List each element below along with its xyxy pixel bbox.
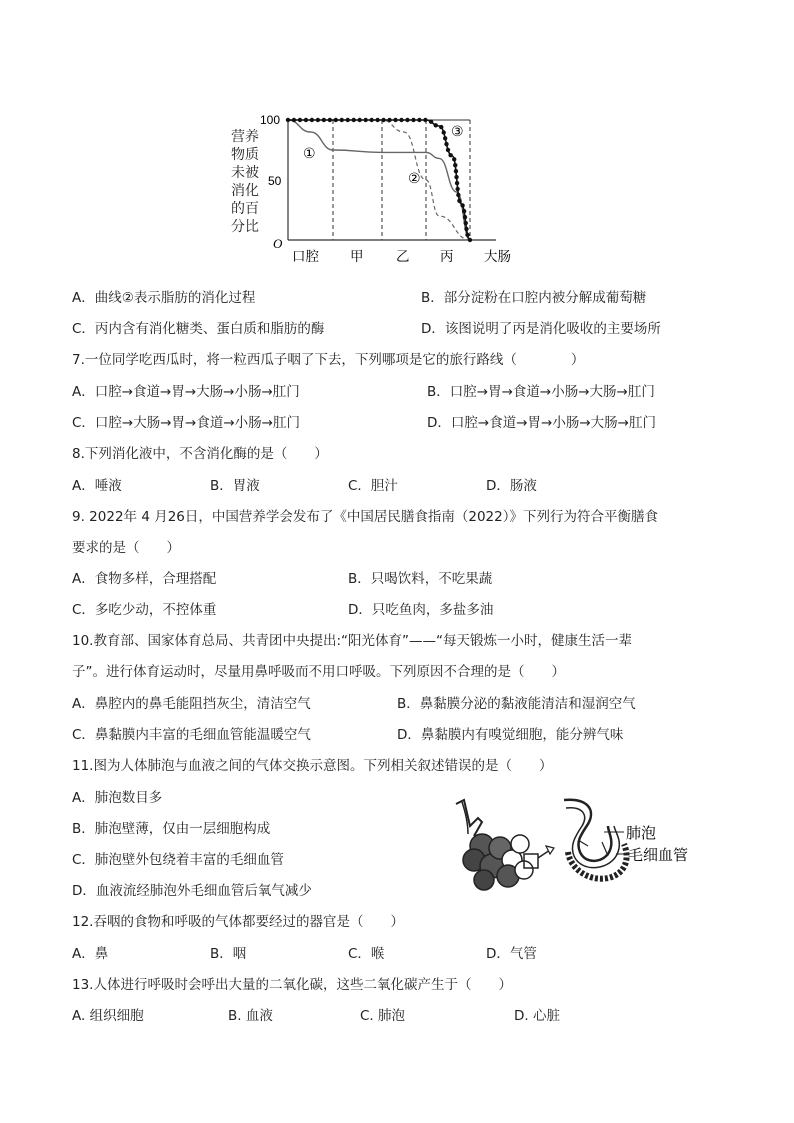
q7-option-c: C．口腔→大肠→胃→食道→小肠→肛门 bbox=[72, 415, 300, 431]
q9-stem-line1: 9. 2022年 4 月26日，中国营养学会发布了《中国居民膳食指南（2022）》下列行为符合平衡膳食 bbox=[72, 509, 658, 525]
q11-option-d: D．血液流经肺泡外毛细血管后氧气减少 bbox=[72, 883, 312, 899]
q10-option-c: C．鼻黏膜内丰富的毛细血管能温暖空气 bbox=[72, 727, 311, 743]
q8-option-d: D．肠液 bbox=[486, 478, 537, 494]
q12-option-c: C．喉 bbox=[348, 946, 385, 962]
curve-3-point bbox=[462, 209, 466, 213]
curve-3-point bbox=[375, 118, 379, 122]
alveolus-wall bbox=[564, 800, 611, 861]
curve-3-point bbox=[464, 227, 468, 231]
curve-3-point bbox=[454, 175, 458, 179]
q10-option-b: B．鼻黏膜分泌的黏液能清洁和湿润空气 bbox=[397, 696, 636, 712]
q7-option-a: A．口腔→食道→胃→大肠→小肠→肛门 bbox=[72, 384, 300, 400]
curve-3-point bbox=[434, 123, 438, 127]
q6-option-a: A．曲线②表示脂肪的消化过程 bbox=[72, 290, 256, 306]
curve-3-point bbox=[346, 118, 350, 122]
curve-3-point bbox=[442, 130, 446, 134]
curve-label-3: ③ bbox=[451, 124, 464, 140]
curve-3-point bbox=[465, 233, 469, 237]
curve-3-point bbox=[357, 118, 361, 122]
ylabel-line: 物质 bbox=[231, 147, 259, 163]
curves bbox=[286, 118, 472, 242]
curve-3-point bbox=[446, 148, 450, 152]
curve-3 bbox=[288, 120, 470, 240]
digestion-chart bbox=[226, 108, 526, 268]
curve-3-point bbox=[381, 118, 385, 122]
q12-option-d: D．气管 bbox=[486, 946, 537, 962]
origin-label: O bbox=[273, 236, 283, 251]
q11-option-a: A．肺泡数目多 bbox=[72, 790, 163, 806]
curve-3-point bbox=[417, 118, 421, 122]
alveoli-cluster bbox=[463, 834, 533, 890]
curve-3-point bbox=[310, 118, 314, 122]
q10-stem-line2: 子”。进行体育运动时，尽量用鼻呼吸而不用口呼吸。下列原因不合理的是（ ） bbox=[72, 664, 565, 680]
curve-3-point bbox=[399, 118, 403, 122]
curve-3-point bbox=[393, 118, 397, 122]
curve-3-point bbox=[439, 125, 443, 129]
curve-3-point bbox=[316, 118, 320, 122]
q7-option-d: D．口腔→食道→胃→小肠→大肠→肛门 bbox=[427, 415, 656, 431]
gas-arrow bbox=[602, 842, 608, 856]
q11-option-c: C．肺泡壁外包绕着丰富的毛细血管 bbox=[72, 852, 284, 868]
xtick-label: 大肠 bbox=[484, 249, 511, 265]
q7-stem: 7.一位同学吃西瓜时，将一粒西瓜子咽了下去，下列哪项是它的旅行路线（ ） bbox=[72, 352, 585, 368]
curve-3-point bbox=[443, 136, 447, 140]
curve-3-point bbox=[463, 215, 467, 219]
curve-3-point bbox=[411, 118, 415, 122]
curve-3-point bbox=[457, 199, 461, 203]
q10-stem-line1: 10.教育部、国家体育总局、共青团中央提出:“阳光体育”——“每天锻炼一小时，健康生活一辈 bbox=[72, 633, 632, 649]
curve-3-point bbox=[387, 118, 391, 122]
curve-3-point bbox=[455, 187, 459, 191]
curve-3-point bbox=[405, 118, 409, 122]
curve-3-point bbox=[456, 193, 460, 197]
curve-3-point bbox=[454, 169, 458, 173]
q11-option-b: B．肺泡壁薄，仅由一层细胞构成 bbox=[72, 821, 271, 837]
ytick-50: 50 bbox=[268, 174, 282, 188]
q9-stem-line2: 要求的是（ ） bbox=[72, 540, 180, 556]
q8-stem: 8.下列消化液中，不含消化酶的是（ ） bbox=[72, 446, 328, 462]
curve-3-point bbox=[429, 119, 433, 123]
fig-label-alveolus: 肺泡 bbox=[626, 824, 657, 842]
q13-option-c: C. 肺泡 bbox=[360, 1008, 406, 1024]
curve-3-point bbox=[464, 221, 468, 225]
curve-3-point bbox=[423, 118, 427, 122]
curve-3-point bbox=[363, 118, 367, 122]
q10-option-a: A．鼻腔内的鼻毛能阻挡灰尘，清洁空气 bbox=[72, 696, 311, 712]
q8-option-c: C．胆汁 bbox=[348, 478, 398, 494]
q12-option-a: A．鼻 bbox=[72, 946, 109, 962]
curve-3-point bbox=[328, 118, 332, 122]
q12-option-b: B．咽 bbox=[210, 946, 247, 962]
curve-3-point bbox=[369, 118, 373, 122]
alveolus-figure bbox=[438, 796, 708, 896]
curve-3-point bbox=[455, 181, 459, 185]
q8-option-a: A．唾液 bbox=[72, 478, 122, 494]
q13-stem: 13.人体进行呼吸时会呼出大量的二氧化碳，这些二氧化碳产生于（ ） bbox=[72, 977, 512, 993]
curve-3-point bbox=[448, 153, 452, 157]
q10-option-d: D．鼻黏膜内有嗅觉细胞，能分辨气味 bbox=[397, 727, 624, 743]
curve-3-point bbox=[452, 157, 456, 161]
q13-option-d: D. 心脏 bbox=[514, 1008, 560, 1024]
q9-option-c: C．多吃少动，不控体重 bbox=[72, 602, 217, 618]
curve-3-point bbox=[444, 142, 448, 146]
xtick-label: 口腔 bbox=[292, 249, 319, 265]
q9-option-d: D．只吃鱼肉，多盐多油 bbox=[348, 602, 494, 618]
ylabel-line: 营养 bbox=[231, 129, 259, 145]
xtick-label: 甲 bbox=[350, 249, 364, 265]
ylabel-line: 的百 bbox=[231, 201, 259, 217]
curve-3-point bbox=[352, 118, 356, 122]
curve-label-1: ① bbox=[303, 146, 316, 162]
curve-3-point bbox=[334, 118, 338, 122]
bronchiole bbox=[456, 800, 482, 836]
q11-stem: 11.图为人体肺泡与血液之间的气体交换示意图。下列相关叙述错误的是（ ） bbox=[72, 758, 553, 774]
ylabel-line: 未被 bbox=[231, 165, 259, 181]
fig-label-capillary: 毛细血管 bbox=[628, 846, 689, 864]
curve-3-point bbox=[322, 118, 326, 122]
q6-option-b: B．部分淀粉在口腔内被分解成葡萄糖 bbox=[421, 290, 647, 306]
ylabel-line: 消化 bbox=[231, 183, 259, 199]
curve-2 bbox=[288, 120, 470, 240]
curve-3-point bbox=[340, 118, 344, 122]
curve-3-point bbox=[286, 118, 290, 122]
curve-1 bbox=[288, 120, 470, 240]
curve-3-point bbox=[292, 118, 296, 122]
xtick-label: 丙 bbox=[440, 249, 454, 265]
q9-option-b: B．只喝饮料，不吃果蔬 bbox=[348, 571, 493, 587]
zoom-arrow-head bbox=[546, 846, 554, 854]
ylabel-line: 分比 bbox=[231, 219, 259, 235]
curve-label-2: ② bbox=[408, 171, 421, 187]
ytick-100: 100 bbox=[260, 113, 281, 127]
curve-3-point bbox=[298, 118, 302, 122]
curve-3-point bbox=[460, 203, 464, 207]
curve-3-point bbox=[453, 163, 457, 167]
curve-3-point bbox=[468, 238, 472, 242]
q9-option-a: A．食物多样，合理搭配 bbox=[72, 571, 217, 587]
xtick-label: 乙 bbox=[396, 249, 410, 265]
q6-option-d: D．该图说明了丙是消化吸收的主要场所 bbox=[421, 321, 661, 337]
q7-option-b: B．口腔→胃→食道→小肠→大肠→肛门 bbox=[427, 384, 655, 400]
q13-option-b: B. 血液 bbox=[228, 1008, 273, 1024]
q13-option-a: A. 组织细胞 bbox=[72, 1008, 144, 1024]
q8-option-b: B．胃液 bbox=[210, 478, 260, 494]
curve-3-point bbox=[304, 118, 308, 122]
q6-option-c: C．丙内含有消化糖类、蛋白质和脂肪的酶 bbox=[72, 321, 325, 337]
q12-stem: 12.吞咽的食物和呼吸的气体都要经过的器官是（ ） bbox=[72, 914, 404, 930]
